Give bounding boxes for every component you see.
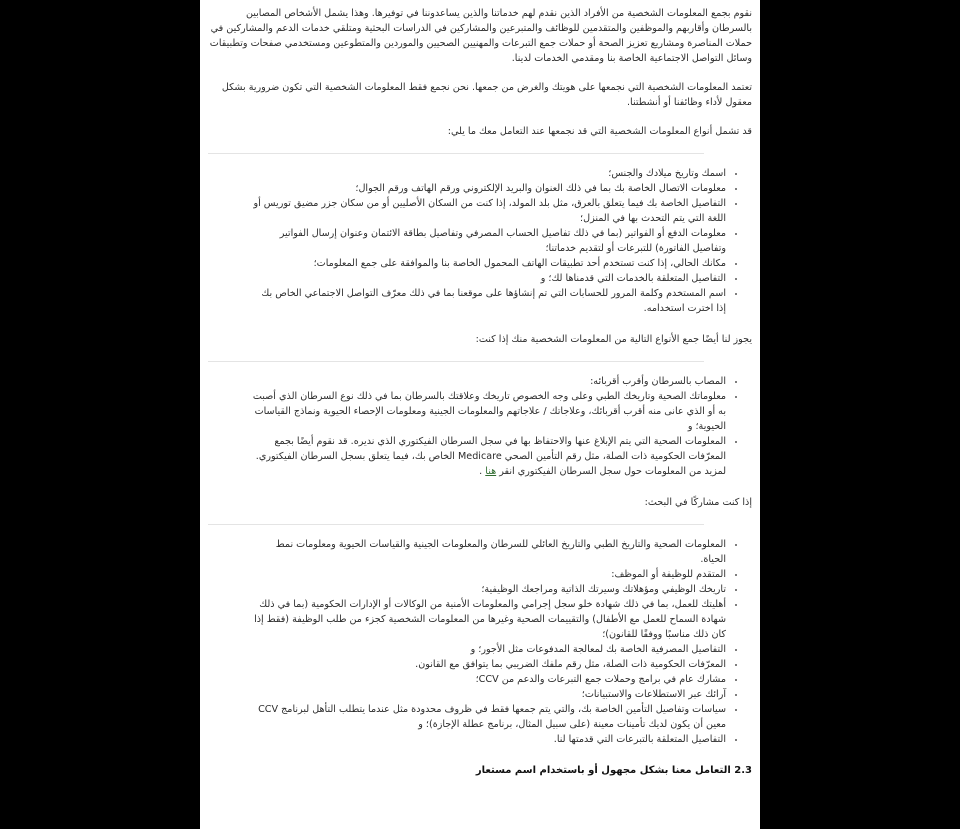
section2-lead: يجوز لنا أيضًا جمع الأنواع التالية من المعلومات الشخصية منك إذا كنت: xyxy=(475,334,752,345)
list-item: • سياسات وتفاصيل التأمين الخاصة بك، والتي يتم جمعها فقط في ظروف محدودة مثل عندما يتطلب التأهل لبرنامج CCV معين أن يكون لديك تأمينات معينة (على سبيل المثال، برنامج عطلة الإجازة)؛ و xyxy=(252,702,726,732)
list-item: • معلومات الاتصال الخاصة بك بما في ذلك العنوان والبريد الإلكتروني ورقم الهاتف ورقم الجوال؛ xyxy=(252,181,726,196)
list-item: • تاريخك الوظيفي ومؤهلاتك وسيرتك الذاتية ومراجعك الوظيفية؛ xyxy=(252,582,726,597)
section3-lead: إذا كنت مشاركًا في البحث: xyxy=(644,497,752,508)
list-item: • التفاصيل الخاصة بك فيما يتعلق بالعرق، مثل بلد المولد، إذا كنت من السكان الأصليين أو من سكان جزر مضيق توريس أو اللغة التي يتم التحدث بها في المنزل؛ xyxy=(252,196,726,226)
divider xyxy=(208,361,704,362)
section1-lead: قد تشمل أنواع المعلومات الشخصية التي قد نجمعها عند التعامل معك ما يلي: xyxy=(447,126,752,137)
list-item: • التفاصيل المصرفية الخاصة بك لمعالجة المدفوعات مثل الأجور؛ و xyxy=(252,642,726,657)
section2-list xyxy=(208,374,752,479)
section-heading: 2.3 التعامل معنا بشكل مجهول أو باستخدام اسم مستعار xyxy=(475,765,752,776)
list-item: • مشارك عام في برامج وحملات جمع التبرعات والدعم من CCV؛ xyxy=(252,672,726,687)
privacy-content xyxy=(200,0,760,778)
registry-text: المعلومات الصحية التي يتم الإبلاغ عنها والاحتفاظ بها في سجل السرطان الفيكتوري الذي نديره. قد نقوم أيضًا بجمع المعرّفات الحكومية ذات الصلة، مثل رقم التأمين الصحي Medicare الخاص بك، فيما يتعلق بسجل السرطان الفيكتوري. لمزيد من المعلومات حول سجل السرطان الفيكتوري انقر xyxy=(255,436,726,477)
divider xyxy=(208,153,704,154)
intro-paragraph: نقوم بجمع المعلومات الشخصية من الأفراد الذين نقدم لهم خدماتنا والذين يساعدوننا في توفيرها. وهذا يشمل الأشخاص المصابين بالسرطان وأقاربهم والموظفين والمتقدمين للوظائف والمتبرعين والمشاركين في الدراسات البحثية ومتلقي خدمات الدعم والمشاركين في حملات المناصرة ومشاريع تعزيز الصحة أو حملات جمع التبرعات والمهنيين الصحيين والموردين والمتطوعين ومستخدمي صفحات وتطبيقات وسائل التواصل الاجتماعية الخاصة بنا ومقدمي الخدمات لدينا. xyxy=(209,8,752,64)
section3-list xyxy=(208,537,752,747)
list-item: • أهليتك للعمل، بما في ذلك شهادة خلو سجل إجرامي والمعلومات الأمنية من الوكالات أو الإدارات الحكومية (بما في ذلك شهادة السماح للعمل مع الأطفال) والتقييمات الصحية وغيرها من المعلومات الشخصية كجزء من طلب الوظيفة (فقط إذا كان ذلك مناسبًا ووفقًا للقانون)؛ xyxy=(252,597,726,642)
list-item: • المعرّفات الحكومية ذات الصلة، مثل رقم ملفك الضريبي بما يتوافق مع القانون. xyxy=(252,657,726,672)
list-item: • معلوماتك الصحية وتاريخك الطبي وعلى وجه الخصوص تاريخك وعلاقتك بالسرطان بما في ذلك نوع السرطان الذي أصبت به أو الذي عانى منه أقرب أقربائك، وعلاجاتك / علاجاتهم والمعلومات الجينية ومعلومات الإحصاء الحيوية ونماذج القياسات الحيوية؛ و xyxy=(252,389,726,434)
divider xyxy=(208,524,704,525)
list-item xyxy=(252,434,726,479)
document-page xyxy=(200,0,760,829)
list-item: • اسمك وتاريخ ميلادك والجنس؛ xyxy=(252,166,726,181)
list-item: • معلومات الدفع أو الفواتير (بما في ذلك تفاصيل الحساب المصرفي وتفاصيل بطاقة الائتمان وعنوان إرسال الفواتير وتفاصيل الفاتورة) للتبرعات أو لتقديم خدماتنا؛ xyxy=(252,226,726,256)
identity-paragraph: تعتمد المعلومات الشخصية التي نجمعها على هويتك والغرض من جمعها. نحن نجمع فقط المعلومات الشخصية التي تكون ضرورية بشكل معقول لأداء وظائفنا أو أنشطتنا. xyxy=(221,82,752,108)
list-item: • المتقدم للوظيفة أو الموظف: xyxy=(252,567,726,582)
registry-text-end: . xyxy=(479,466,486,477)
list-item: • المعلومات الصحية والتاريخ الطبي والتاريخ العائلي للسرطان والمعلومات الجينية والقياسات الحيوية ومعلومات نمط الحياة. xyxy=(252,537,726,567)
registry-link[interactable]: هنا xyxy=(485,466,497,477)
list-item: • التفاصيل المتعلقة بالخدمات التي قدمناها لك؛ و xyxy=(252,271,726,286)
list-item: • مكانك الحالي، إذا كنت تستخدم أحد تطبيقات الهاتف المحمول الخاصة بنا والموافقة على جمع المعلومات؛ xyxy=(252,256,726,271)
list-item: • المصاب بالسرطان وأقرب أقربائه: xyxy=(252,374,726,389)
list-item: • آرائك عبر الاستطلاعات والاستبيانات؛ xyxy=(252,687,726,702)
section1-list xyxy=(208,166,752,316)
list-item: • التفاصيل المتعلقة بالتبرعات التي قدمتها لنا. xyxy=(252,732,726,747)
list-item: • اسم المستخدم وكلمة المرور للحسابات التي تم إنشاؤها على موقعنا بما في ذلك معرّف التواصل الاجتماعي الخاص بك إذا اخترت استخدامه. xyxy=(252,286,726,316)
